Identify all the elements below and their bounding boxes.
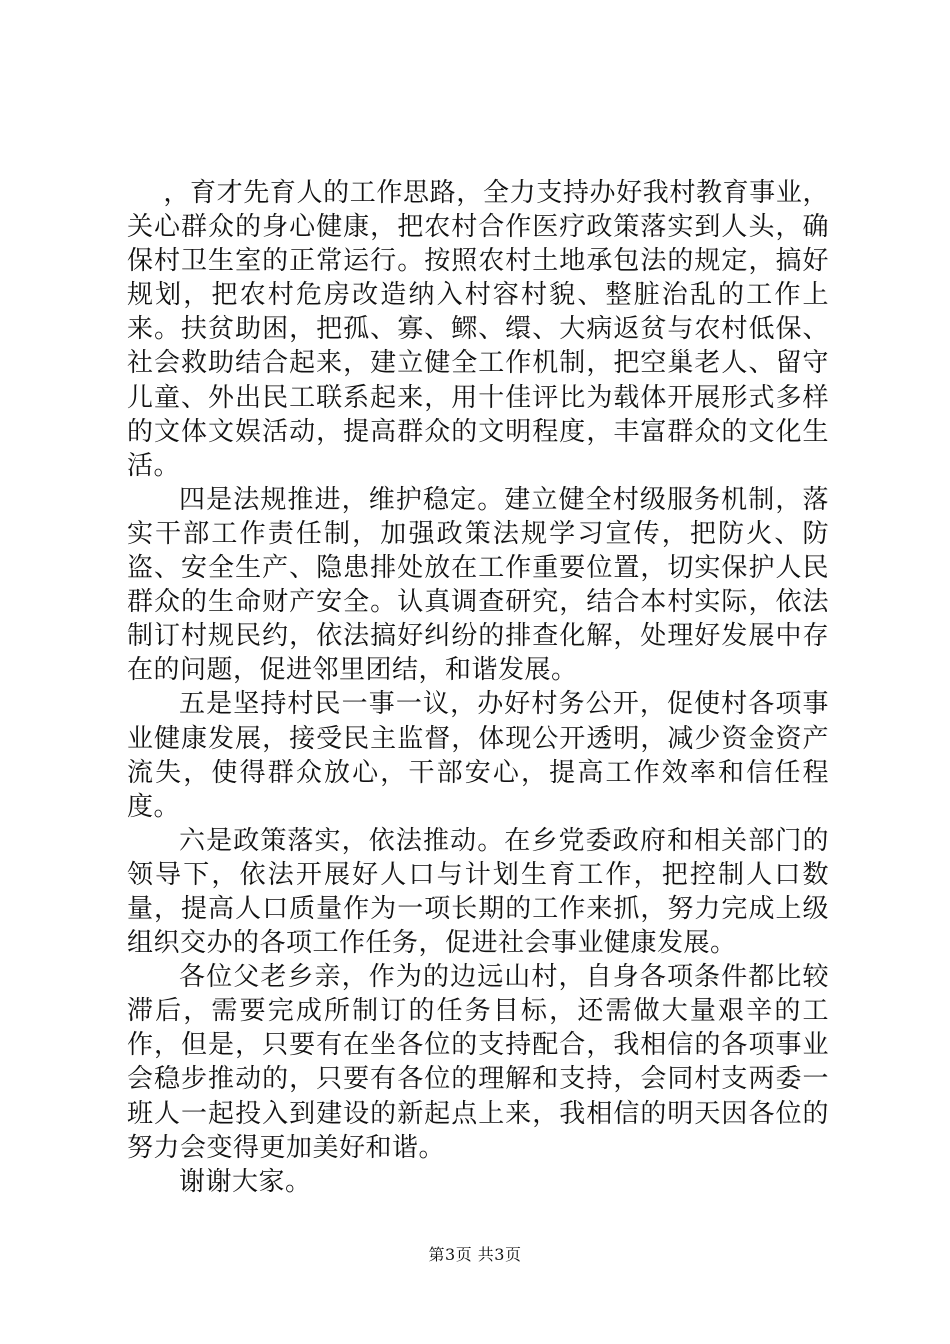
paragraph-policy-implementation: 六是政策落实，依法推动。在乡党委政府和相关部门的领导下，依法开展好人口与计划生育工作，把控制人口数量，提高人口质量作为一项长期的工作来抓，努力完成上级组织交办的各项工作任务，促进社会事业健康发展。 bbox=[127, 825, 829, 959]
paragraph-thanks: 谢谢大家。 bbox=[179, 1166, 312, 1197]
paragraph-education-health: ，育才先育人的工作思路，全力支持办好我村教育事业，关心群众的身心健康，把农村合作医疗政策落实到人头，确保村卫生室的正常运行。按照农村土地承包法的规定，搞好规划，把农村危房改造纳入村容村貌、整脏治乱的工作上来。扶贫助困，把孤、寡、鳏、缳、大病返贫与农村低保、社会救助结合起来，建立健全工作机制，把空巢老人、留守儿童、外出民工联系起来，用十佳评比为载体开展形式多样的文体文娱活动，提高群众的文明程度，丰富群众的文化生活。 bbox=[127, 178, 829, 481]
page-footer: 第3页 共3页 bbox=[428, 1245, 522, 1264]
paragraph-village-affairs: 五是坚持村民一事一议，办好村务公开，促使村各项事业健康发展，接受民主监督，体现公开透明，减少资金资产流失，使得群众放心，干部安心，提高工作效率和信任程度。 bbox=[127, 689, 829, 822]
paragraph-closing-appeal: 各位父老乡亲，作为的边远山村，自身各项条件都比较滞后，需要完成所制订的任务目标，还需做大量艰辛的工作，但是，只要有在坐各位的支持配合，我相信的各项事业会稳步推动的，只要有各位的理解和支持，会同村支两委一班人一起投入到建设的新起点上来，我相信的明天因各位的努力会变得更加美好和谐。 bbox=[127, 962, 829, 1163]
document-body bbox=[127, 176, 829, 1199]
paragraph-regulations-stability: 四是法规推进，维护稳定。建立健全村级服务机制，落实干部工作责任制，加强政策法规学习宣传，把防火、防盗、安全生产、隐患排处放在工作重要位置，切实保护人民群众的生命财产安全。认真调查研究，结合本村实际，依法制订村规民约，依法搞好纠纷的排查化解，处理好发展中存在的问题，促进邻里团结，和谐发展。 bbox=[127, 484, 829, 686]
